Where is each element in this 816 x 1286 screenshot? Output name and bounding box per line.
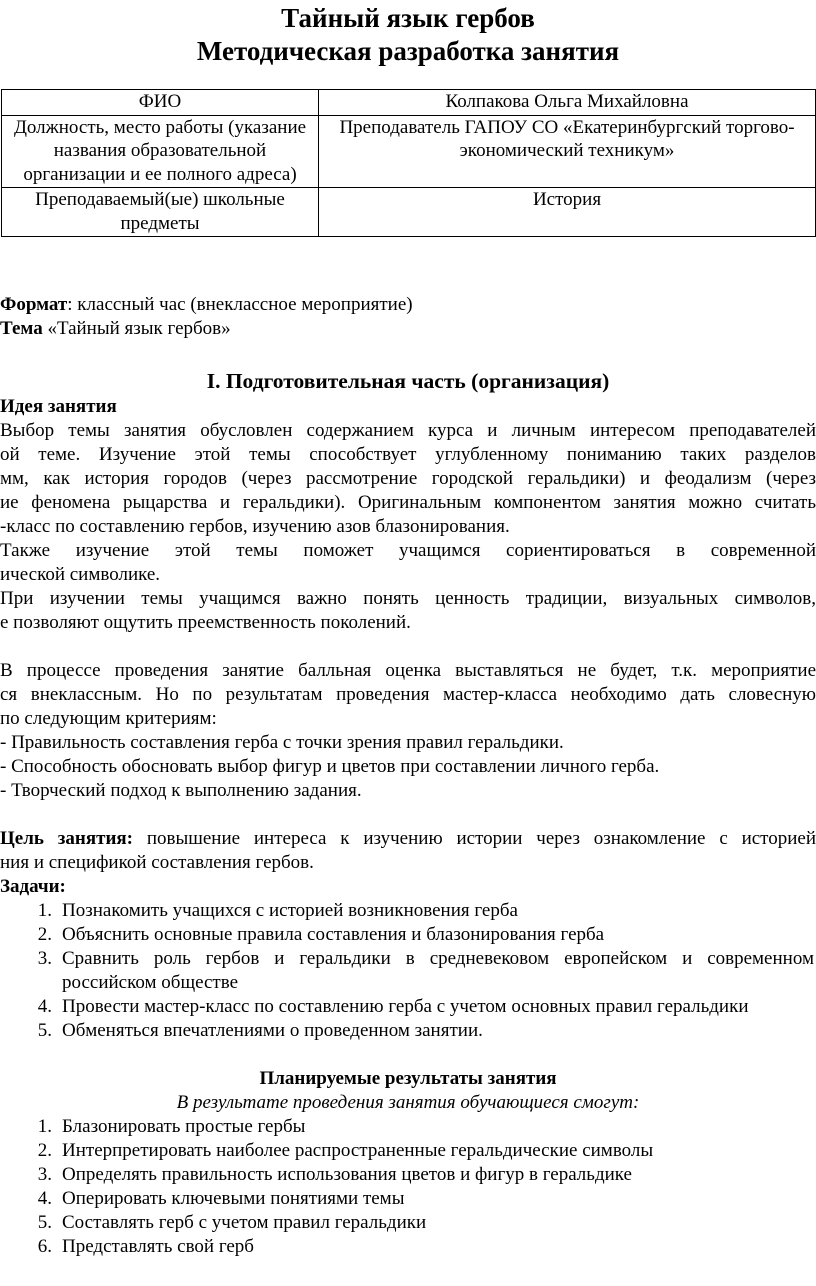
task-number: 2. (37, 924, 52, 945)
paragraph-line: При изучении темы учащимся важно понять ценность традиции, визуальных символов, (0, 588, 816, 609)
paragraph-line: Также изучение этой темы поможет учащимся сориентироваться в современной (0, 540, 816, 561)
goal-label: Цель занятия: (0, 828, 133, 849)
result-number: 6. (37, 1236, 52, 1257)
result-item (30, 1187, 816, 1211)
task-text: Провести мастер-класс по составлению герба с учетом основных правил геральдики (62, 996, 749, 1017)
task-item (30, 899, 816, 923)
paragraph-line: В процессе проведения занятие балльная оценка выставляться не будет, т.к. мероприятие (0, 660, 816, 681)
topic-line (0, 317, 231, 341)
criteria-item: - Правильность составления герба с точки зрения правил геральдики. (0, 732, 564, 753)
paragraph-line: мм, как история городов (через рассмотрение городской геральдики) и феодализм (через (0, 468, 816, 489)
topic-value: «Тайный язык гербов» (42, 318, 231, 339)
task-item (30, 1019, 816, 1043)
result-text: Определять правильность использования цветов и фигур в геральдике (62, 1164, 632, 1185)
paragraph-line: -класс по составлению гербов, изучению азов блазонирования. (0, 516, 510, 537)
task-number: 5. (37, 1020, 52, 1041)
result-number: 4. (37, 1188, 52, 1209)
paragraph-line: ие феномена рыцарства и геральдики). Оригинальным компонентом занятия можно считать (0, 492, 816, 513)
table-cell-value: Преподаватель ГАПОУ СО «Екатеринбургский торгово-экономический техникум» (319, 115, 816, 188)
result-item (30, 1163, 816, 1187)
task-text: Обменяться впечатлениями о проведенном занятии. (62, 1020, 483, 1041)
table-row (2, 188, 816, 237)
paragraph-line: по следующим критериям: (0, 708, 217, 729)
section-heading: I. Подготовительная часть (организация) (206, 369, 610, 393)
result-number: 3. (37, 1164, 52, 1185)
task-text: Сравнить роль гербов и геральдики в средневековом европейском и современном российском обществе (62, 948, 814, 993)
criteria-item: - Творческий подход к выполнению задания. (0, 780, 362, 801)
goal-line (0, 827, 816, 851)
document-subtitle: Методическая разработка занятия (196, 36, 620, 66)
result-item (30, 1211, 816, 1235)
table-cell-label: ФИО (2, 90, 319, 116)
goal-text: повышение интереса к изучению истории через ознакомление с историей (133, 828, 816, 849)
result-number: 1. (37, 1116, 52, 1137)
tasks-heading: Задачи: (0, 876, 66, 897)
topic-label: Тема (0, 318, 43, 339)
result-number: 2. (37, 1140, 52, 1161)
format-value: : классный час (внеклассное мероприятие) (67, 294, 413, 315)
format-line (0, 293, 413, 317)
format-label: Формат (0, 294, 68, 315)
result-text: Представлять свой герб (62, 1236, 254, 1257)
result-text: Блазонировать простые гербы (62, 1116, 306, 1137)
criteria-item: - Способность обосновать выбор фигур и цветов при составлении личного герба. (0, 756, 660, 777)
paragraph-line: ой теме. Изучение этой темы способствует углубленному пониманию таких разделов (0, 444, 816, 465)
result-text: Составлять герб с учетом правил геральдики (62, 1212, 427, 1233)
results-subheading: В результате проведения занятия обучающиеся смогут: (176, 1092, 640, 1113)
task-item (30, 947, 816, 995)
table-row (2, 90, 816, 116)
result-item (30, 1115, 816, 1139)
table-cell-label: Преподаваемый(ые) школьные предметы (2, 188, 319, 237)
result-text: Интерпретировать наиболее распространенные геральдические символы (62, 1140, 654, 1161)
task-number: 4. (37, 996, 52, 1017)
task-text: Познакомить учащихся с историей возникновения герба (62, 900, 518, 921)
paragraph-line: ической символике. (0, 564, 161, 585)
result-item (30, 1139, 816, 1163)
idea-heading: Идея занятия (0, 396, 117, 417)
paragraph-line: ся внеклассным. Но по результатам проведения мастер-класса необходимо дать словесную (0, 684, 816, 705)
task-text: Объяснить основные правила составления и блазонирования герба (62, 924, 605, 945)
table-cell-label: Должность, место работы (указание названия образовательной организации и ее полного адреса) (2, 115, 319, 188)
task-number: 1. (37, 900, 52, 921)
info-table (1, 89, 816, 237)
document-title: Тайный язык гербов (281, 3, 535, 33)
result-number: 5. (37, 1212, 52, 1233)
result-item (30, 1235, 816, 1259)
results-heading: Планируемые результаты занятия (259, 1068, 557, 1089)
table-cell-value: Колпакова Ольга Михайловна (319, 90, 816, 116)
goal-line-2: ния и спецификой составления гербов. (0, 852, 314, 873)
task-item (30, 923, 816, 947)
task-number: 3. (37, 948, 52, 969)
result-text: Оперировать ключевыми понятиями темы (62, 1188, 405, 1209)
table-cell-value: История (319, 188, 816, 237)
paragraph-line: е позволяют ощутить преемственность поколений. (0, 612, 411, 633)
paragraph-line: Выбор темы занятия обусловлен содержанием курса и личным интересом преподавателей (0, 420, 816, 441)
task-item (30, 995, 816, 1019)
table-row (2, 115, 816, 188)
